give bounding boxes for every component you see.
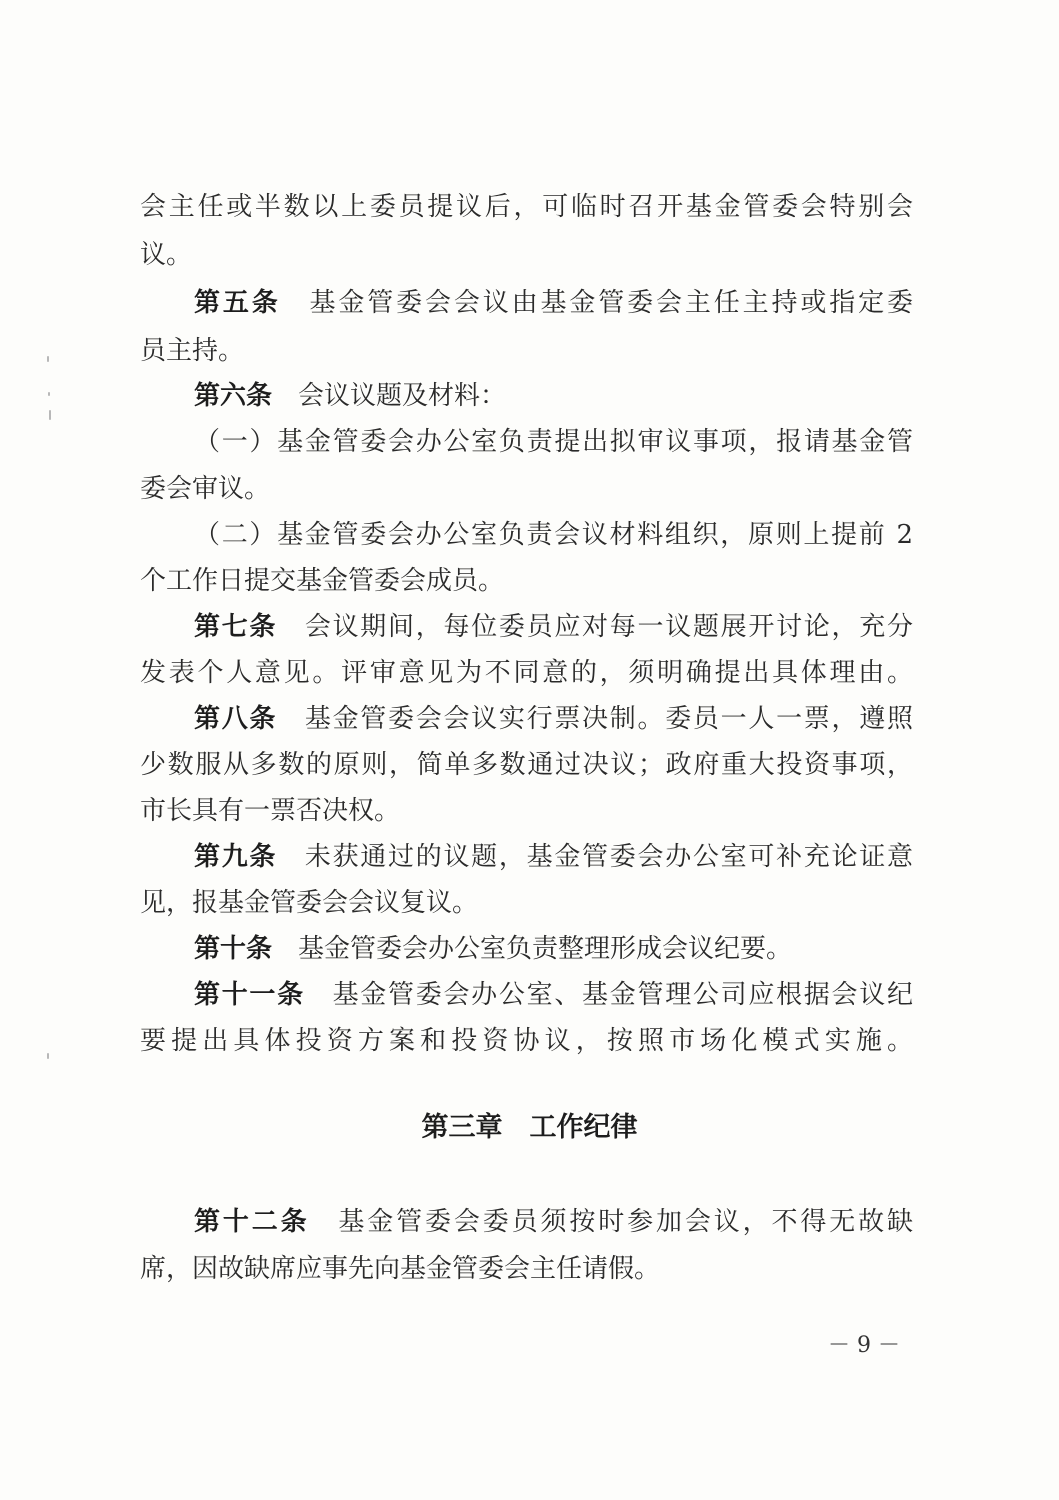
article-9 bbox=[194, 842, 913, 872]
paragraph-line: 议。 bbox=[140, 240, 193, 270]
paragraph-line: 委会审议。 bbox=[140, 474, 271, 504]
article-12 bbox=[194, 1207, 913, 1237]
chapter-title: 第三章 工作纪律 bbox=[421, 1112, 638, 1143]
article-text: 会议期间，每位委员应对每一议题展开讨论，充分 bbox=[304, 612, 913, 642]
paragraph-line: 会主任或半数以上委员提议后，可临时召开基金管委会特别会 bbox=[140, 192, 913, 222]
paragraph-line: （二）基金管委会办公室负责会议材料组织，原则上提前 2 bbox=[194, 520, 913, 550]
article-label: 第十一条 bbox=[194, 980, 305, 1010]
article-label: 第八条 bbox=[194, 704, 278, 734]
page-number: － 9 － bbox=[828, 1333, 900, 1358]
article-text: 基金管委会办公室、基金管理公司应根据会议纪 bbox=[332, 980, 913, 1010]
article-label: 第九条 bbox=[194, 842, 278, 872]
article-text: 未获通过的议题，基金管委会办公室可补充论证意 bbox=[304, 842, 913, 872]
article-label: 第十二条 bbox=[194, 1207, 310, 1237]
article-10 bbox=[194, 934, 792, 964]
paragraph-line: 少数服从多数的原则，简单多数通过决议；政府重大投资事项， bbox=[140, 750, 913, 780]
paragraph-line: 见，报基金管委会会议复议。 bbox=[140, 888, 479, 918]
article-8 bbox=[194, 704, 913, 734]
article-text: 基金管委会会议由基金管委会主任主持或指定委 bbox=[309, 288, 913, 318]
article-6 bbox=[194, 381, 506, 411]
scan-speck bbox=[47, 1053, 49, 1059]
article-5 bbox=[194, 288, 913, 318]
article-text: 会议议题及材料： bbox=[298, 381, 507, 411]
article-label: 第五条 bbox=[194, 288, 281, 318]
scan-speck bbox=[49, 410, 51, 420]
paragraph-line: 员主持。 bbox=[140, 336, 245, 366]
article-text: 基金管委会委员须按时参加会议，不得无故缺 bbox=[338, 1207, 913, 1237]
paragraph-line: 个工作日提交基金管委会成员。 bbox=[140, 566, 505, 596]
article-7 bbox=[194, 612, 913, 642]
scan-speck bbox=[48, 392, 50, 396]
paragraph-line: 发表个人意见。评审意见为不同意的，须明确提出具体理由。 bbox=[140, 658, 913, 688]
paragraph-line: （一）基金管委会办公室负责提出拟审议事项，报请基金管 bbox=[194, 427, 913, 457]
paragraph-line: 席，因故缺席应事先向基金管委会主任请假。 bbox=[140, 1254, 661, 1284]
scan-speck bbox=[47, 356, 49, 362]
paragraph-line: 市长具有一票否决权。 bbox=[140, 796, 401, 826]
article-label: 第七条 bbox=[194, 612, 278, 642]
paragraph-line: 要提出具体投资方案和投资协议，按照市场化模式实施。 bbox=[140, 1026, 913, 1056]
article-text: 基金管委会办公室负责整理形成会议纪要。 bbox=[298, 934, 793, 964]
article-text: 基金管委会会议实行票决制。委员一人一票，遵照 bbox=[304, 704, 913, 734]
article-11 bbox=[194, 980, 913, 1010]
article-label: 第十条 bbox=[194, 934, 273, 964]
article-label: 第六条 bbox=[194, 381, 273, 411]
